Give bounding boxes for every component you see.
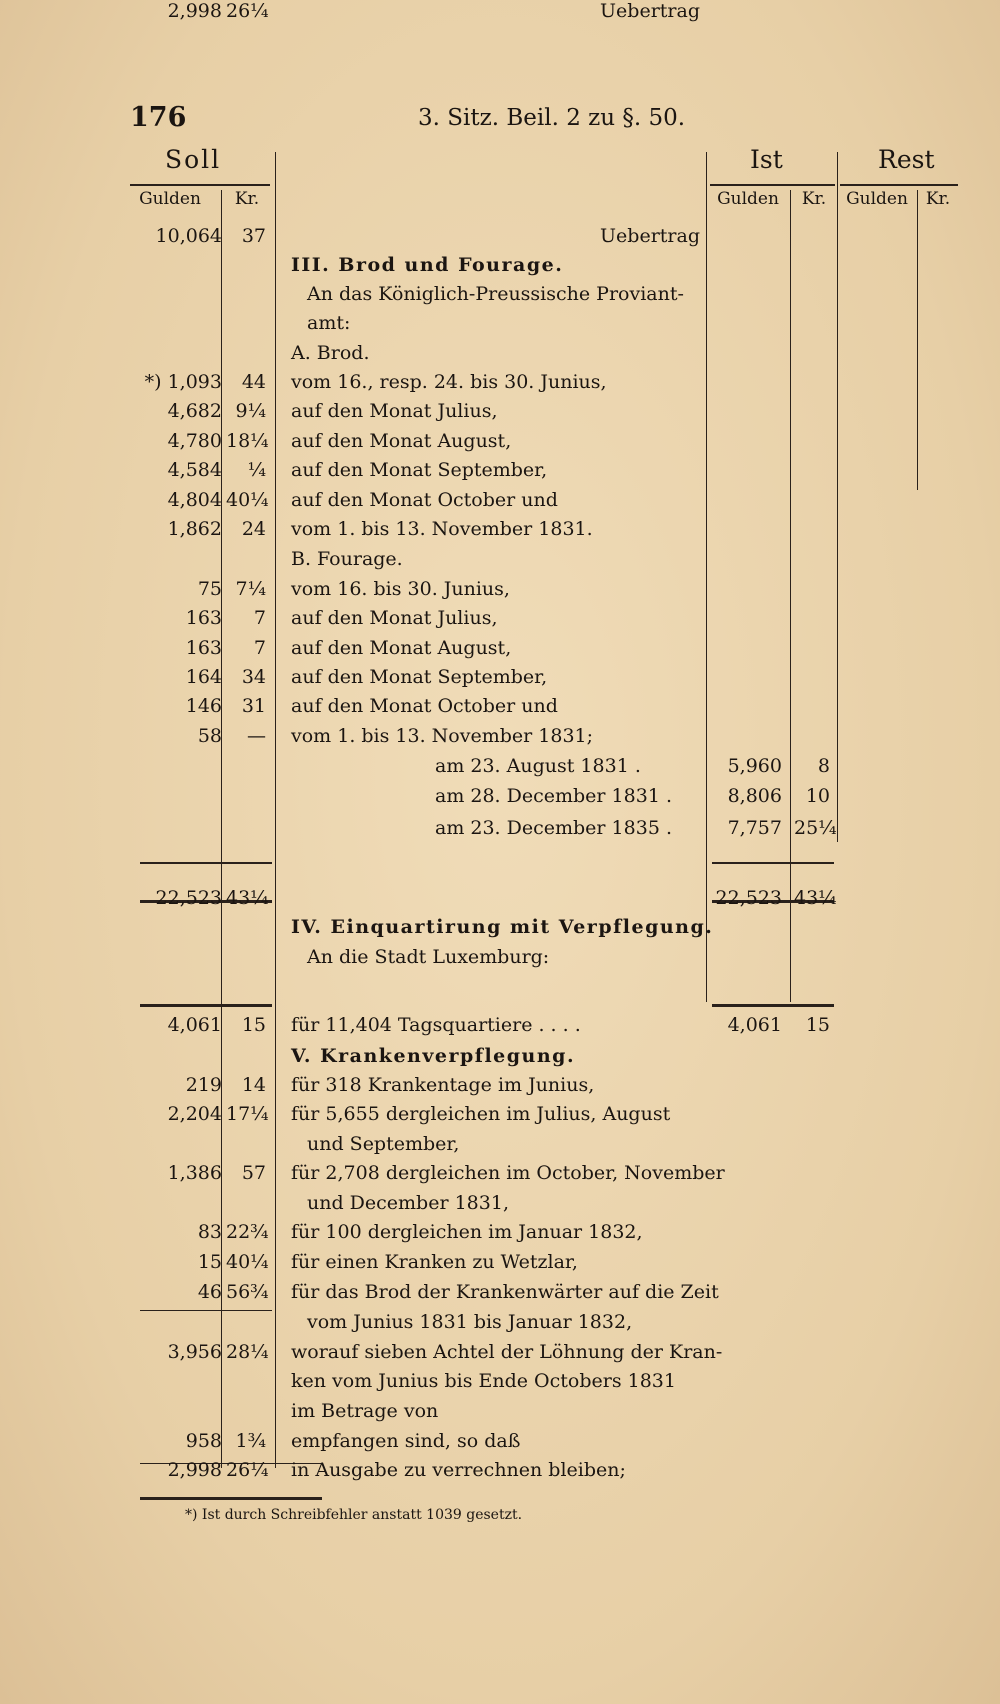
soll-kr-value: 9¼ [235,400,266,422]
soll-kr-value: 40¼ [226,489,269,511]
rule-ist-header [710,184,835,186]
rule-soll-bottom [140,1497,322,1500]
description-text: A. Brod. [291,342,370,364]
soll-heading: Soll [165,145,222,174]
description-text: auf den Monat October und [291,695,558,717]
description-text: auf den Monat October und [291,489,558,511]
soll-gulden-value: 1,862 [167,518,222,540]
description-text: am 23. August 1831 . [435,755,641,777]
soll-kr-value: 43¼ [226,887,269,909]
description-text: An das Königlich-Preussische Proviant- [307,283,684,305]
description-text: empfangen sind, so daß [291,1430,521,1452]
soll-kr-value: 28¼ [226,1341,269,1363]
description-text: auf den Monat September, [291,666,548,688]
soll-kr-value: 24 [241,518,266,540]
rule-rest-gulden-kr [917,190,918,490]
soll-kr-value: 15 [241,1014,266,1036]
soll-gulden-value: 4,584 [167,459,222,481]
soll-kr-value: 22¾ [226,1221,269,1243]
rule-ist-sum-22523 [712,862,834,864]
description-text: für 5,655 dergleichen im Julius, August [291,1103,671,1125]
ist-kr-value: 8 [817,755,830,777]
description-text: IV. Einquartirung mit Verpflegung. [291,916,714,938]
rule-soll-header [130,184,270,186]
soll-gulden-value: 219 [185,1074,222,1096]
ist-gulden-value: 7,757 [727,817,782,839]
soll-kr-value: 17¼ [226,1103,269,1125]
soll-gulden-value: 83 [197,1221,222,1243]
soll-kr-value: 37 [241,225,266,247]
description-text: auf den Monat Julius, [291,607,498,629]
soll-kr-value: 1¾ [235,1430,266,1452]
description-text: und September, [307,1133,460,1155]
rest-gulden-header: Gulden [846,189,908,209]
description-text: ken vom Junius bis Ende Octobers 1831 [291,1370,676,1392]
description-text: für 100 dergleichen im Januar 1832, [291,1221,643,1243]
description-text: für 11,404 Tagsquartiere . . . . [291,1014,581,1036]
rule-soll-sum-3956 [140,1310,272,1311]
soll-kr-value: 44 [241,371,266,393]
description-text: für 318 Krankentage im Junius, [291,1074,595,1096]
running-title: 3. Sitz. Beil. 2 zu §. 50. [418,105,686,131]
soll-kr-value: 40¼ [226,1251,269,1273]
rule-ist-close-4061 [712,1004,834,1007]
soll-gulden-value: 4,804 [167,489,222,511]
description-text: V. Krankenverpflegung. [291,1045,576,1067]
soll-gulden-value: 10,064 [155,225,222,247]
soll-kr-header: Kr. [234,189,260,209]
rule-soll-sum-22523 [140,862,272,864]
soll-gulden-value: 164 [185,666,222,688]
soll-gulden-value: 958 [185,1430,222,1452]
description-text: vom 16. bis 30. Junius, [291,578,510,600]
soll-gulden-value: 15 [197,1251,222,1273]
description-text: Uebertrag [600,0,700,22]
description-text: vom 1. bis 13. November 1831. [291,518,593,540]
soll-gulden-value: *) 1,093 [144,371,222,393]
description-text: am 23. December 1835 . [435,817,672,839]
rule-ist-rest [837,152,838,842]
rule-desc-ist [706,152,707,1002]
soll-gulden-value: 75 [197,578,222,600]
page-number: 176 [130,102,187,133]
ist-kr-value: 10 [805,785,830,807]
rule-soll-desc [275,152,276,1468]
description-text: und December 1831, [307,1192,509,1214]
description-text: III. Brod und Fourage. [291,254,564,276]
description-text: auf den Monat August, [291,637,512,659]
soll-gulden-value: 1,386 [167,1162,222,1184]
description-text: in Ausgabe zu verrechnen bleiben; [291,1459,626,1481]
description-text: Uebertrag [600,225,700,247]
ist-gulden-value: 5,960 [727,755,782,777]
description-text: vom Junius 1831 bis Januar 1832, [307,1311,633,1333]
description-text: B. Fourage. [291,548,403,570]
description-text: für einen Kranken zu Wetzlar, [291,1251,578,1273]
description-text: vom 1. bis 13. November 1831; [291,725,594,747]
description-text: für 2,708 dergleichen im October, November [291,1162,725,1184]
soll-kr-value: 7 [253,637,266,659]
soll-kr-value: 26¼ [226,1459,269,1481]
description-text: im Betrage von [291,1400,439,1422]
soll-gulden-value: 2,998 [167,1459,222,1481]
soll-gulden-value: 163 [185,607,222,629]
soll-kr-value: 31 [241,695,266,717]
soll-kr-value: 34 [241,666,266,688]
ist-kr-header: Kr. [801,189,827,209]
description-text: am 28. December 1831 . [435,785,672,807]
ist-kr-value: 25¼ [794,817,837,839]
soll-kr-value: 14 [241,1074,266,1096]
soll-gulden-value: 3,956 [167,1341,222,1363]
soll-kr-value: 56¾ [226,1281,269,1303]
ist-kr-value: 15 [805,1014,830,1036]
soll-kr-value: 57 [241,1162,266,1184]
soll-kr-value: — [247,725,266,747]
description-text: worauf sieben Achtel der Löhnung der Kran- [291,1341,723,1363]
rest-kr-header: Kr. [925,189,951,209]
soll-gulden-value: 2,204 [167,1103,222,1125]
description-text: vom 16., resp. 24. bis 30. Junius, [291,371,607,393]
rest-heading: Rest [878,145,935,174]
description-text: auf den Monat Julius, [291,400,498,422]
description-text: auf den Monat August, [291,430,512,452]
rule-ist-gulden-kr [790,190,791,1002]
ist-heading: Ist [750,145,783,174]
soll-kr-value: 18¼ [226,430,269,452]
ist-gulden-header: Gulden [717,189,779,209]
description-text: amt: [307,312,351,334]
soll-gulden-value: 163 [185,637,222,659]
ist-gulden-value: 8,806 [727,785,782,807]
soll-gulden-value: 58 [197,725,222,747]
ist-gulden-value: 22,523 [715,887,782,909]
soll-kr-value: 7 [253,607,266,629]
ist-gulden-value: 4,061 [727,1014,782,1036]
soll-gulden-value: 22,523 [155,887,222,909]
soll-gulden-header: Gulden [139,189,201,209]
soll-gulden-value: 4,780 [167,430,222,452]
rule-rest-header [840,184,958,186]
soll-kr-value: ¼ [247,459,266,481]
description-text: auf den Monat September, [291,459,548,481]
description-text: An die Stadt Luxemburg: [307,946,550,968]
soll-kr-value: 26¼ [226,0,269,22]
soll-gulden-value: 46 [197,1281,222,1303]
footnote: *) Ist durch Schreibfehler anstatt 1039 gesetzt. [185,1507,523,1523]
soll-gulden-value: 2,998 [167,0,222,22]
soll-gulden-value: 4,682 [167,400,222,422]
soll-gulden-value: 4,061 [167,1014,222,1036]
ist-kr-value: 43¼ [794,887,837,909]
description-text: für das Brod der Krankenwärter auf die Zeit [291,1281,719,1303]
soll-gulden-value: 146 [185,695,222,717]
soll-kr-value: 7¼ [235,578,266,600]
rule-soll-close-4061 [140,1004,272,1007]
